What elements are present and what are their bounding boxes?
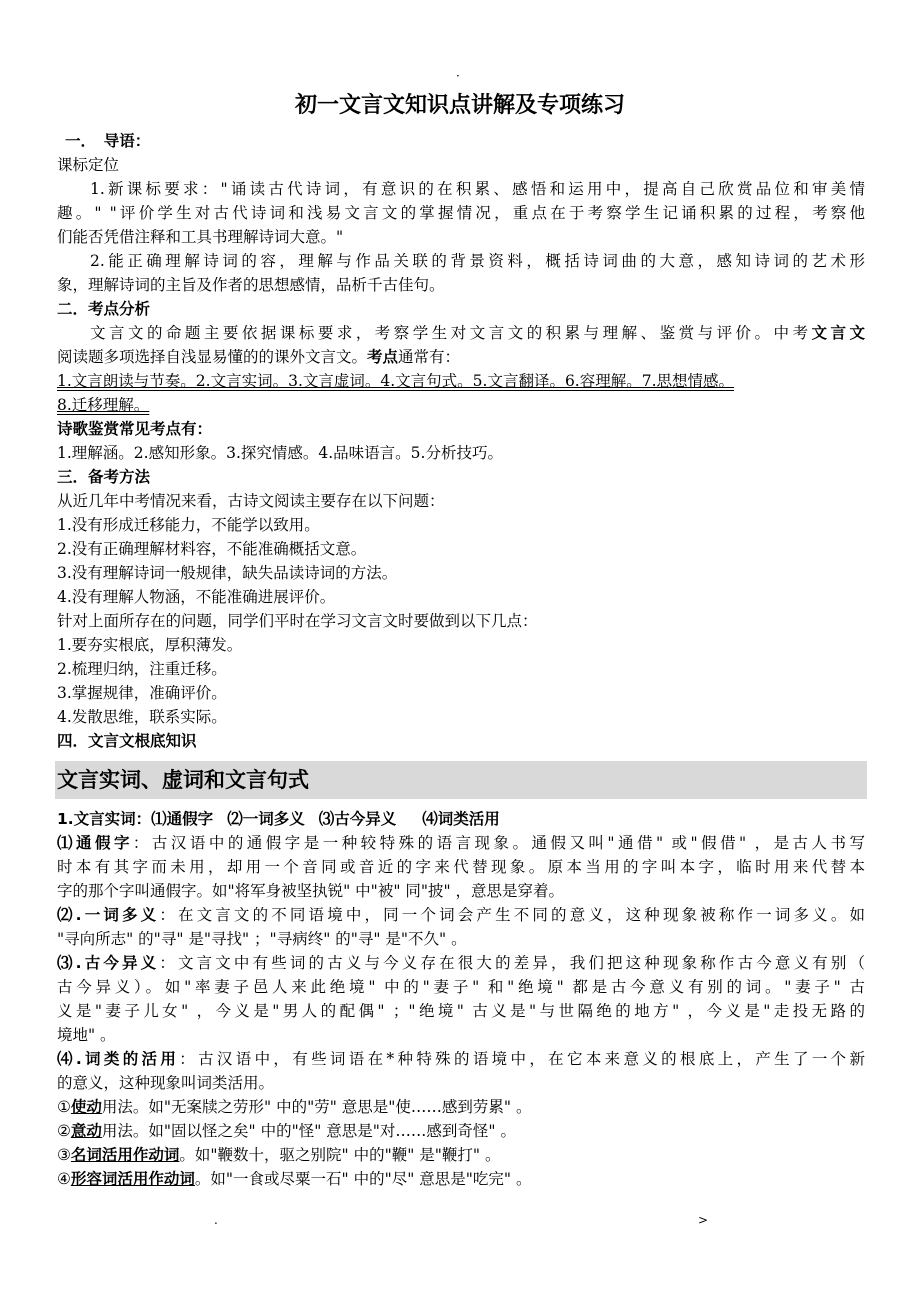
list-item (57, 1095, 865, 1119)
term: 使动 (70, 1098, 102, 1116)
text: ：古汉语中，有些词语在*种特殊的语境中，在它本来意义的根底上，产生了一个新 (179, 1050, 865, 1068)
paragraph: 2.能正确理解诗词的容，理解与作品关联的背景资料，概括诗词曲的大意，感知诗词的艺术形 (90, 252, 865, 270)
paragraph (57, 1047, 865, 1071)
list-item: 1.没有形成迁移能力，不能学以致用。 (57, 516, 320, 534)
paragraph: 趣。" "评价学生对古代诗词和浅易文言文的掌握情况，重点在于考察学生记诵积累的过程，考察他 (57, 204, 865, 222)
list-item: 2.没有正确理解材料容，不能准确概括文意。 (57, 540, 367, 558)
term-label: ⑷.词类的活用 (57, 1050, 180, 1068)
content-words-subhead (57, 807, 865, 831)
list-number: ③ (57, 1146, 71, 1164)
document-body (57, 129, 865, 1191)
list-item: 1.要夯实根底，厚积薄发。 (57, 636, 243, 654)
paragraph: 古今异义）。如"率妻子邑人来此绝境" 中的"妻子" 和"绝境" 都是古今意义有别的词。"妻子" 古 (57, 978, 865, 996)
footer-left-mark: . (214, 1213, 218, 1227)
text: ：古汉语中的通假字是一种较特殊的语言现象。通假又叫"通借" 或"假借" ，是古人书写 (132, 834, 865, 852)
list-number: ① (57, 1098, 71, 1116)
section-1-heading: 一． 导语： (65, 132, 151, 150)
term-label: ⑵.一词多义 (57, 906, 160, 924)
list-item: 4.发散思维，联系实际。 (57, 708, 227, 726)
page-title: 初一文言文知识点讲解及专项练习 (294, 93, 625, 118)
header-dot: · (456, 69, 460, 83)
text: ⑶古今异义 (318, 810, 397, 828)
list-number: ② (57, 1122, 71, 1140)
paragraph: 针对上面所存在的问题，同学们平时在学习文言文时要做到以下几点： (57, 612, 538, 630)
paragraph (57, 831, 865, 855)
paragraph (57, 903, 865, 927)
term-label: ⑴通假字 (57, 834, 133, 852)
paragraph: 从近几年中考情况来看，古诗文阅读主要存在以下问题： (57, 492, 445, 510)
list-item: 4.没有理解人物涵，不能准确进展评价。 (57, 588, 336, 606)
paragraph: "寻向所志" 的"寻" 是"寻找" ；"寻病终" 的"寻" 是"不久" 。 (57, 930, 467, 948)
list-item: 3.没有理解诗词一般规律，缺失品读诗词的方法。 (57, 564, 398, 582)
text: 文言文的命题主要依据课标要求，考察学生对文言文的积累与理解、鉴赏与评价。中考 (90, 324, 812, 342)
text: 用法。如"无案牍之劳形" 中的"劳" 意思是"使……感到劳累" 。 (101, 1098, 532, 1116)
paragraph: 境地" 。 (57, 1026, 116, 1044)
text: 1.文言实词：⑴通假字 (57, 810, 214, 828)
paragraph (57, 321, 865, 345)
footer-right-mark: > (698, 1213, 709, 1227)
text: 。如"一食或尽粟一石" 中的"尽" 意思是"吃完" 。 (194, 1170, 532, 1188)
paragraph: 的意义，这种现象叫词类活用。 (57, 1074, 275, 1092)
text: 阅读题多项选择自浅显易懂的的课外文言文。 (57, 348, 368, 366)
text: 8.迁移理解。 (57, 396, 150, 414)
text: ⑵一词多义 (227, 810, 305, 828)
text: ：在文言文的不同语境中，同一个词会产生不同的意义，这种现象被称作一词多义。如 (159, 906, 865, 924)
term: 意动 (70, 1122, 102, 1140)
exam-points-list (57, 393, 865, 417)
term: 形容词活用作动词 (70, 1170, 195, 1188)
text: ⑷词类活用 (422, 810, 500, 828)
exam-points-list (57, 369, 865, 393)
section-3-heading: 三．备考方法 (57, 468, 151, 486)
section-4-heading: 四．文言文根底知识 (57, 732, 197, 750)
paragraph: 字的那个字叫通假字。如"将军身被坚执锐" 中"被" 同"披" ，意思是穿着。 (57, 882, 565, 900)
list-item: 3.掌握规律，准确评价。 (57, 684, 227, 702)
section-1-subheading: 课标定位 (57, 156, 120, 174)
text: 用法。如"固以怪之矣" 中的"怪" 意思是"对……感到奇怪" 。 (101, 1122, 516, 1140)
emphasis: 考点 (367, 348, 399, 366)
section-band: 文言实词、虚词和文言句式 (55, 761, 867, 799)
term: 名词活用作动词 (70, 1146, 180, 1164)
section-2-heading: 二．考点分析 (57, 300, 151, 318)
emphasis: 文言文 (811, 324, 865, 342)
list-item (57, 1143, 865, 1167)
list-number: ④ (57, 1170, 71, 1188)
list-item: 2.梳理归纳，注重迁移。 (57, 660, 227, 678)
paragraph (57, 951, 865, 975)
paragraph: 们能否凭借注释和工具书理解诗词大意。" (57, 228, 344, 246)
paragraph: 时本有其字而未用，却用一个音同或音近的字来代替现象。原本当用的字叫本字，临时用来代替本 (57, 858, 865, 876)
term-label: ⑶.古今异义 (57, 954, 160, 972)
paragraph (57, 345, 865, 369)
text: 1.文言朗读与节奏。2.文言实词。3.文言虚词。4.文言句式。5.文言翻译。6.容理解。7.思想情感。 (57, 372, 735, 390)
text: ：文言文中有些词的古义与今义存在很大的差异，我们把这种现象称作古今意义有别（ (159, 954, 865, 972)
list-item (57, 1119, 865, 1143)
list-item (57, 1167, 865, 1191)
paragraph: 义是"妻子儿女" ，今义是"男人的配偶" ；"绝境" 古义是"与世隔绝的地方" ，今义是"走投无路的 (57, 1002, 865, 1020)
poetry-list: 1.理解涵。2.感知形象。3.探究情感。4.品味语言。5.分析技巧。 (57, 444, 503, 462)
text: 通常有： (398, 348, 461, 366)
paragraph: 1.新课标要求："诵读古代诗词，有意识的在积累、感悟和运用中，提高自己欣赏品位和审美情 (90, 180, 865, 198)
text: 。如"鞭数十，驱之别院" 中的"鞭" 是"鞭打" 。 (179, 1146, 501, 1164)
poetry-heading: 诗歌鉴赏常见考点有： (57, 420, 213, 438)
paragraph: 象，理解诗词的主旨及作者的思想感情，品析千古佳句。 (57, 276, 445, 294)
